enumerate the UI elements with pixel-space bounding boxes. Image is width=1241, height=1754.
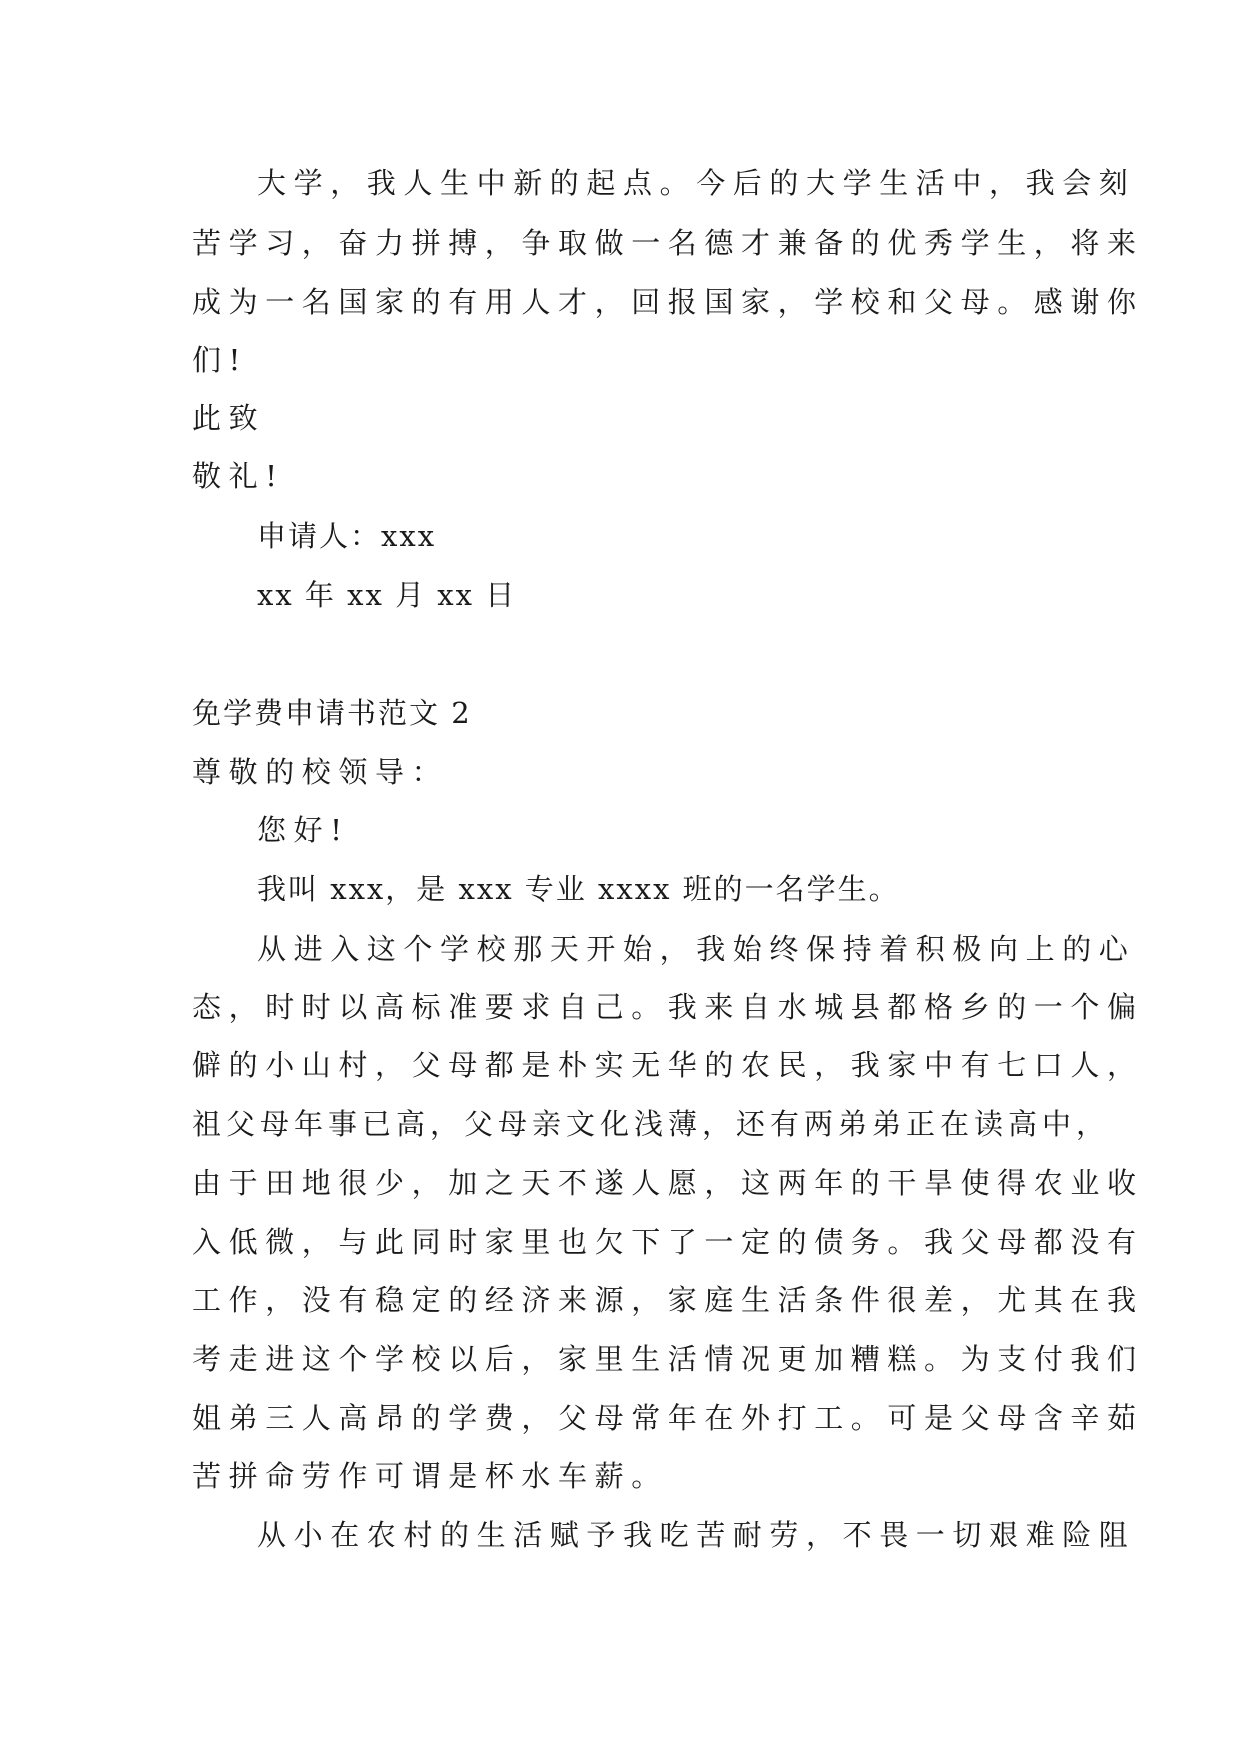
greeting: 您好! (257, 813, 350, 847)
paragraph-line: 成为一名国家的有用人才，回报国家，学校和父母。感谢你 (192, 285, 1144, 319)
paragraph-line: 僻的小山村，父母都是朴实无华的农民，我家中有七口人， (192, 1048, 1144, 1082)
section-title: 免学费申请书范文 2 (192, 696, 472, 730)
paragraph-line: 们! (192, 343, 248, 377)
addressee: 尊敬的校领导： (192, 755, 449, 789)
paragraph-line: 入低微，与此同时家里也欠下了一定的债务。我父母都没有 (192, 1225, 1144, 1259)
paragraph-line: 由于田地很少，加之天不遂人愿，这两年的干旱使得农业收 (192, 1166, 1144, 1200)
paragraph-line: 从进入这个学校那天开始，我始终保持着积极向上的心 (257, 932, 1136, 966)
paragraph-line: 考走进这个学校以后，家里生活情况更加糟糕。为支付我们 (192, 1342, 1144, 1376)
signature-date: xx 年 xx 月 xx 日 (257, 578, 517, 612)
paragraph-line: 态，时时以高标准要求自己。我来自水城县都格乡的一个偏 (192, 990, 1144, 1024)
paragraph-line: 大学，我人生中新的起点。今后的大学生活中，我会刻 (257, 166, 1136, 200)
paragraph-line: 苦学习，奋力拼搏，争取做一名德才兼备的优秀学生，将来 (192, 226, 1144, 260)
paragraph-line: 祖父母年事已高，父母亲文化浅薄，还有两弟弟正在读高中， (192, 1107, 1111, 1141)
paragraph-line: 工作，没有稳定的经济来源，家庭生活条件很差，尤其在我 (192, 1283, 1144, 1317)
applicant-signature: 申请人：xxx (257, 519, 437, 553)
salutation-line-1: 此致 (192, 401, 266, 435)
paragraph-line: 苦拼命劳作可谓是杯水车薪。 (192, 1459, 668, 1493)
paragraph-line: 从小在农村的生活赋予我吃苦耐劳，不畏一切艰难险阻 (257, 1518, 1136, 1552)
salutation-line-2: 敬礼! (192, 459, 285, 493)
paragraph-line: 姐弟三人高昂的学费，父母常年在外打工。可是父母含辛茹 (192, 1401, 1144, 1435)
intro-line: 我叫 xxx，是 xxx 专业 xxxx 班的一名学生。 (257, 872, 900, 906)
